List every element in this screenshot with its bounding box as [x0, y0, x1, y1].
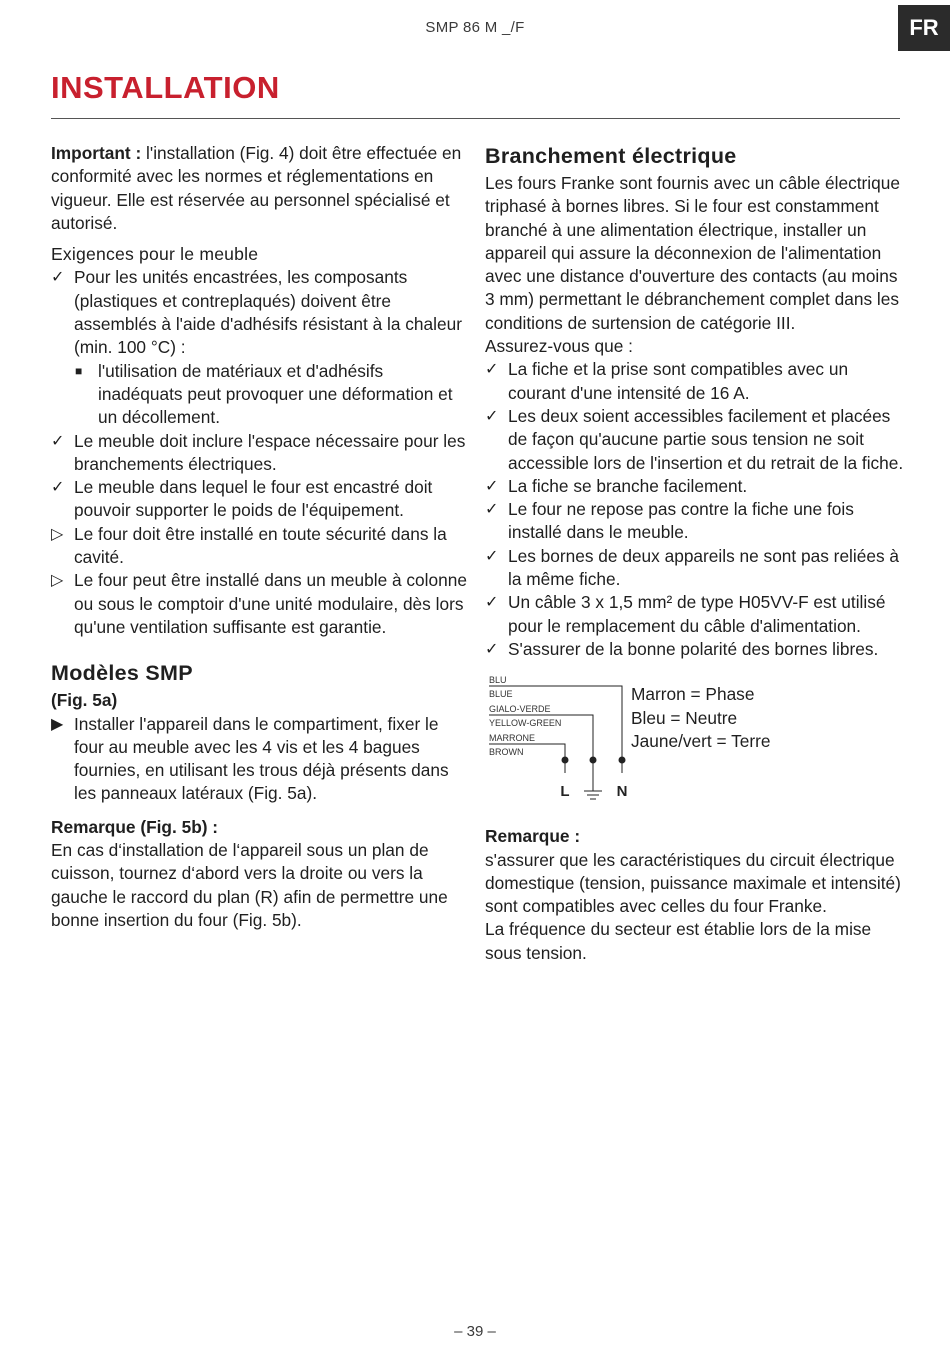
important-paragraph: [51, 142, 471, 235]
wire-label: BLU: [489, 675, 507, 686]
list-item: [485, 405, 905, 475]
list-item: [485, 591, 905, 638]
list-item: [485, 545, 905, 592]
requirement-text: Le four doit être installé en toute sécurité dans la cavité.: [74, 523, 447, 568]
check-icon: ✓: [51, 479, 65, 497]
triangle-filled-icon: ▶: [51, 715, 64, 733]
electrical-note-heading: Remarque :: [485, 826, 581, 847]
triangle-outline-icon: ▷: [51, 572, 64, 590]
requirements-list: [51, 266, 471, 639]
requirement-sub-text: l'utilisation de matériaux et d'adhésifs inadéquats peut provoquer une déformation et un décollement.: [98, 360, 453, 428]
requirement-text: Le meuble doit inclure l'espace nécessaire pour les branchements électriques.: [74, 430, 466, 474]
square-bullet-icon: ■: [75, 363, 83, 378]
check-icon: ✓: [485, 501, 499, 519]
models-heading: Modèles SMP: [51, 661, 193, 686]
legend-item: Jaune/vert = Terre: [631, 730, 771, 751]
terminal-n-label: N: [616, 783, 628, 801]
check-text: Les deux soient accessibles facilement et placées de façon qu'aucune partie sous tension ne soit accessible lors de l'insertion et du retrait de la fiche.: [508, 405, 904, 473]
wiring-diagram: [485, 671, 905, 819]
electrical-heading: Branchement électrique: [485, 144, 737, 168]
models-steps: [51, 713, 471, 806]
legend-item: Bleu = Neutre: [631, 707, 738, 728]
list-item: [51, 569, 471, 639]
check-text: Un câble 3 x 1,5 mm² de type H05VV-F est utilisé pour le remplacement du câble d'alimentation.: [508, 592, 886, 636]
note-heading: Remarque (Fig. 5b) :: [51, 816, 219, 837]
list-item: [485, 498, 905, 545]
left-column: [51, 142, 471, 932]
electrical-note-text: s'assurer que les caractéristiques du circuit électrique domestique (tension, puissance maximale et intensité) sont compatibles avec celles du four Franke.: [485, 849, 901, 917]
wire-label: YELLOW-GREEN: [489, 718, 562, 729]
list-item: [485, 358, 905, 405]
check-text: La fiche et la prise sont compatibles avec un courant d'une intensité de 16 A.: [508, 359, 849, 403]
check-text: Le four ne repose pas contre la fiche une fois installé dans le meuble.: [508, 499, 854, 543]
legend-item: Marron = Phase: [631, 684, 755, 705]
requirement-text: Le meuble dans lequel le four est encastré doit pouvoir supporter le poids de l'équipement.: [74, 477, 433, 521]
title-divider: [51, 118, 900, 119]
electrical-note-text-2: La fréquence du secteur est établie lors de la mise sous tension.: [485, 919, 872, 963]
triangle-outline-icon: ▷: [51, 525, 64, 543]
fig-reference: (Fig. 5a): [51, 690, 118, 711]
ground-icon: [584, 773, 602, 799]
check-icon: ✓: [485, 477, 499, 495]
models-step-text: Installer l'appareil dans le compartiment, fixer le four au meuble avec les 4 vis et les 4 bagues fournies, en utilisant les trous déjà présents dans les panneaux latéraux (Fig. 5a).: [74, 713, 449, 804]
check-text: S'assurer de la bonne polarité des bornes libres.: [508, 638, 879, 659]
list-item: [485, 475, 905, 498]
electrical-intro: Les fours Franke sont fournis avec un câble électrique triphasé à bornes libres. Si le four est constamment branché à une alimentation électrique, installer un appareil qui assure la déconnexion de l'alimentation avec une distance d'ouverture des contacts (au moins 3 mm) permettant le débranchement complet dans les conditions de surtension de catégorie III.: [485, 173, 900, 333]
check-icon: ✓: [485, 640, 499, 658]
important-text: l'installation (Fig. 4) doit être effectuée en conformité avec les normes et réglementations en vigueur. Elle est réservée au personnel spécialisé et autorisé.: [51, 143, 462, 233]
requirement-text: Pour les unités encastrées, les composants (plastiques et contreplaqués) doivent être assemblés à l'aide d'adhésifs résistant à la chaleur (min. 100 °C) :: [74, 267, 462, 358]
check-icon: ✓: [485, 547, 499, 565]
language-badge: FR: [898, 5, 950, 51]
list-item: [51, 476, 471, 523]
list-item: [51, 523, 471, 570]
requirement-sublist: [51, 360, 471, 430]
check-icon: ✓: [485, 361, 499, 379]
list-item: [74, 360, 471, 430]
requirement-text: Le four peut être installé dans un meuble à colonne ou sous le comptoir d'une unité modulaire, dès lors qu'une ventilation suffisante est garantie.: [74, 570, 467, 637]
wire-label: MARRONE: [489, 733, 536, 744]
right-column: [485, 142, 905, 965]
check-icon: ✓: [51, 432, 65, 450]
wiring-schematic: [485, 671, 628, 819]
wire-label: GIALO-VERDE: [489, 704, 551, 715]
requirements-heading: Exigences pour le meuble: [51, 244, 259, 265]
list-item: [51, 430, 471, 477]
checks-list: [485, 358, 905, 661]
check-text: La fiche se branche facilement.: [508, 475, 748, 496]
note-text: En cas d‘installation de l‘appareil sous un plan de cuisson, tournez d‘abord vers la droite ou vers la gauche le raccord du plan (R) afin de permettre une bonne insertion du four (Fig. 5b).: [51, 840, 448, 930]
wire-label: BROWN: [489, 747, 524, 758]
wire-label: BLUE: [489, 689, 513, 700]
important-label: Important :: [51, 143, 142, 163]
terminal-dots: [562, 757, 626, 764]
list-item: [51, 266, 471, 429]
check-icon: ✓: [485, 594, 499, 612]
list-item: [485, 638, 905, 661]
check-icon: ✓: [51, 269, 65, 287]
terminal-l-label: L: [560, 783, 570, 801]
list-item: [51, 713, 471, 806]
wires: [489, 686, 622, 773]
page-title: INSTALLATION: [51, 70, 280, 105]
check-icon: ✓: [485, 407, 499, 425]
header-model: SMP 86 M _/F: [425, 19, 525, 36]
page-number: – 39 –: [454, 1323, 496, 1340]
wire-legend: [631, 683, 770, 753]
ensure-text: Assurez-vous que :: [485, 336, 633, 357]
check-text: Les bornes de deux appareils ne sont pas reliées à la même fiche.: [508, 545, 900, 590]
